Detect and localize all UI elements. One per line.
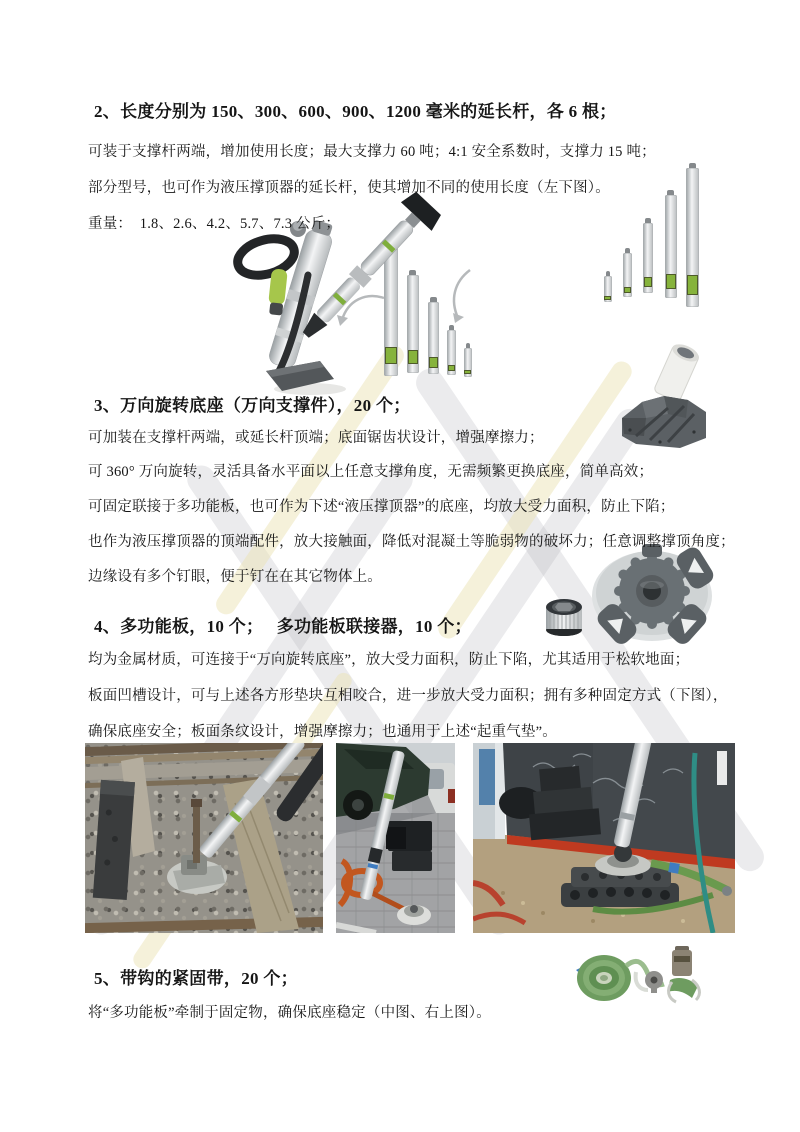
section-2-line-2: 部分型号，也可作为液压撑顶器的延长杆，使其增加不同的使用长度（左下图）。 <box>88 180 610 196</box>
section-3-line-5: 边缘设有多个钉眼，便于钉在在其它物体上。 <box>88 569 382 585</box>
swivel-base-illustration <box>616 344 711 454</box>
section-4-line-3: 确保底座安全；板面条纹设计，增强摩擦力；也通用于上述“起重气垫”。 <box>88 724 557 740</box>
curved-arrow-left-icon <box>336 292 388 330</box>
rod-150 <box>604 276 612 302</box>
rod-600 <box>643 223 653 293</box>
section-2-heading: 2、长度分别为 150、300、600、900、1200 毫米的延长杆，各 6 根； <box>94 102 617 121</box>
plate-connector-illustration <box>542 592 587 637</box>
section-4-line-2: 板面凹槽设计，可与上述各方形垫块互相咬合，进一步放大受力面积；拥有多种固定方式（下图）， <box>88 688 728 704</box>
rod-300 <box>623 253 632 297</box>
section-5-heading: 5、带钩的紧固带，20 个； <box>94 969 298 988</box>
section-5-line-1: 将“多功能板”牵制于固定物，确保底座稳定（中图、右上图）。 <box>88 1005 491 1021</box>
multifunction-plate-illustration <box>589 544 714 644</box>
strap-kit-illustration <box>574 946 704 1008</box>
section-2-line-3: 重量： 1.8、2.6、4.2、5.7、7.3 公斤； <box>88 216 341 232</box>
section-3-line-1: 可加装在支撑杆两端，或延长杆顶端；底面锯齿状设计，增强摩擦力； <box>88 430 544 446</box>
section-4-line-1: 均为金属材质，可连接于“万向旋转底座”，放大受力面积，防止下陷，尤其适用于松软地面； <box>88 652 690 668</box>
photo-railway-application <box>85 743 323 933</box>
section-2-line-1: 可装于支撑杆两端，增加使用长度；最大支撑力 60 吨；4:1 安全系数时，支撑力 15 吨； <box>88 144 656 160</box>
section-3-heading: 3、万向旋转底座（万向支撑件），20 个； <box>94 396 411 415</box>
section-4-heading: 4、多功能板，10 个； 多功能板联接器，10 个； <box>94 617 472 636</box>
curved-arrow-right-icon <box>444 266 476 324</box>
rod-1200 <box>686 168 699 307</box>
section-3-line-4: 也作为液压撑顶器的顶端配件，放大接触面，降低对混凝土等脆弱物的破坏力；任意调整撑顶角度； <box>88 534 735 550</box>
rod-900 <box>665 195 677 298</box>
section-3-line-3: 可固定联接于多功能板，也可作为下述“液压撑顶器”的底座，均放大受力面积，防止下陷； <box>88 499 675 515</box>
photo-car-application <box>336 743 455 933</box>
section-3-line-2: 可 360° 万向旋转，灵活具备水平面以上任意支撑角度，无需频繁更换底座，简单高效； <box>88 464 654 480</box>
extension-rods-right-illustration <box>598 160 713 310</box>
photo-wall-application <box>473 743 735 933</box>
